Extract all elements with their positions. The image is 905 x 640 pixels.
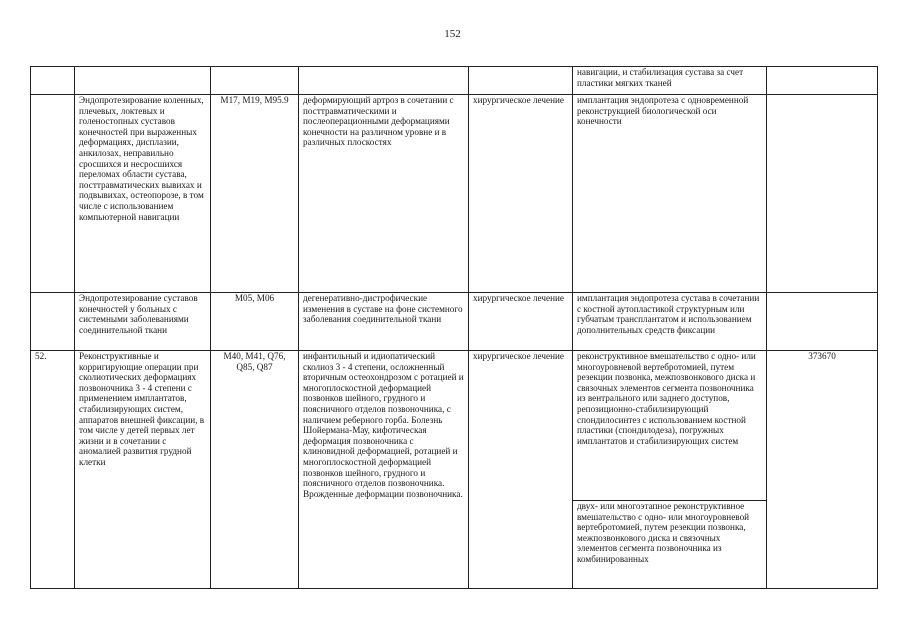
icd-codes-cell: M17, M19, M95.9 (211, 95, 299, 293)
row-index-cell (31, 293, 75, 351)
intervention-name-cell (75, 67, 211, 95)
intervention-name-cell: Реконструктивные и корригирующие операции при сколиотических деформациях позвоночника 3 - 4 степени с применением имплантатов, стабилизирующих систем, аппаратов внешней фиксации, в том числе у детей первых лет жизни и в сочетании с аномалией развития грудной клетки (75, 351, 211, 589)
row-index-cell (31, 67, 75, 95)
intervention-name-cell: Эндопротезирование коленных, плечевых, локтевых и голеностопных суставов конечностей при выраженных деформациях, дисплазии, анкилозах, неправильно сросшихся и несросшихся переломах области сустава, посттравматических вывихах и подвывихах, остеопорозе, в том числе с использованием компьютерной навигации (75, 95, 211, 293)
intervention-name-cell: Эндопротезирование суставов конечностей у больных с системными заболеваниями соединительной ткани (75, 293, 211, 351)
icd-codes-cell (211, 67, 299, 95)
treatment-method-cell: двух- или многоэтапное реконструктивное вмешательство с одно- или многоуровневой вертебротомией, путем резекции позвонка, межпозвонкового диска и связочных элементов сегмента позвоночника из комбинированных (573, 501, 767, 589)
cost-cell (767, 67, 878, 95)
treatment-type-cell: хирургическое лечение (469, 293, 573, 351)
table-row (31, 67, 878, 95)
patient-model-cell: инфантильный и идиопатический сколиоз 3 - 4 степени, осложненный вторичным остеохондрозом с ротацией и многоплоскостной деформацией позвонков шейного, грудного и поясничного отделов позвоночника, с наличием реберного горба. Болезнь Шойермана-Мау, кифотическая деформация позвоночника с клиновидной деформацией, ротацией и многоплоскостной деформацией позвонков шейного, грудного и поясничного отделов позвоночника. Врожденные деформации позвоночника. (299, 351, 469, 589)
icd-codes-cell: M40, M41, Q76, Q85, Q87 (211, 351, 299, 589)
treatment-type-cell: хирургическое лечение (469, 351, 573, 589)
row-index-cell: 52. (31, 351, 75, 589)
page-number: 152 (444, 28, 461, 40)
cost-cell (767, 293, 878, 351)
table-row (31, 95, 878, 293)
icd-codes-cell: M05, M06 (211, 293, 299, 351)
patient-model-cell: дегенеративно-дистрофические изменения в суставе на фоне системного заболевания соединительной ткани (299, 293, 469, 351)
cost-cell (767, 95, 878, 293)
treatment-method-cell: имплантация эндопротеза сустава в сочетании с костной аутопластикой структурным или губчатым трансплантатом и использованием дополнительных средств фиксации (573, 293, 767, 351)
treatment-method-cell: реконструктивное вмешательство с одно- или многоуровневой вертебротомией, путем резекции позвонка, межпозвонкового диска и связочных элементов сегмента позвоночника из вентрального или заднего доступов, репозиционно-стабилизирующий спондилосинтез с использованием костной пластики (спондилодеза), погружных имплантатов и стабилизирующих систем (573, 351, 767, 501)
treatment-type-cell (469, 67, 573, 95)
medical-care-table (30, 66, 878, 589)
patient-model-cell: деформирующий артроз в сочетании с посттравматическими и послеоперационными деформациями конечности на различном уровне и в различных плоскостях (299, 95, 469, 293)
treatment-method-cell: имплантация эндопротеза с одновременной реконструкцией биологической оси конечности (573, 95, 767, 293)
row-index-cell (31, 95, 75, 293)
table-row (31, 351, 878, 501)
treatment-type-cell: хирургическое лечение (469, 95, 573, 293)
treatment-method-cell: навигации, и стабилизация сустава за счет пластики мягких тканей (573, 67, 767, 95)
patient-model-cell (299, 67, 469, 95)
table-row (31, 293, 878, 351)
cost-cell: 373670 (767, 351, 878, 589)
